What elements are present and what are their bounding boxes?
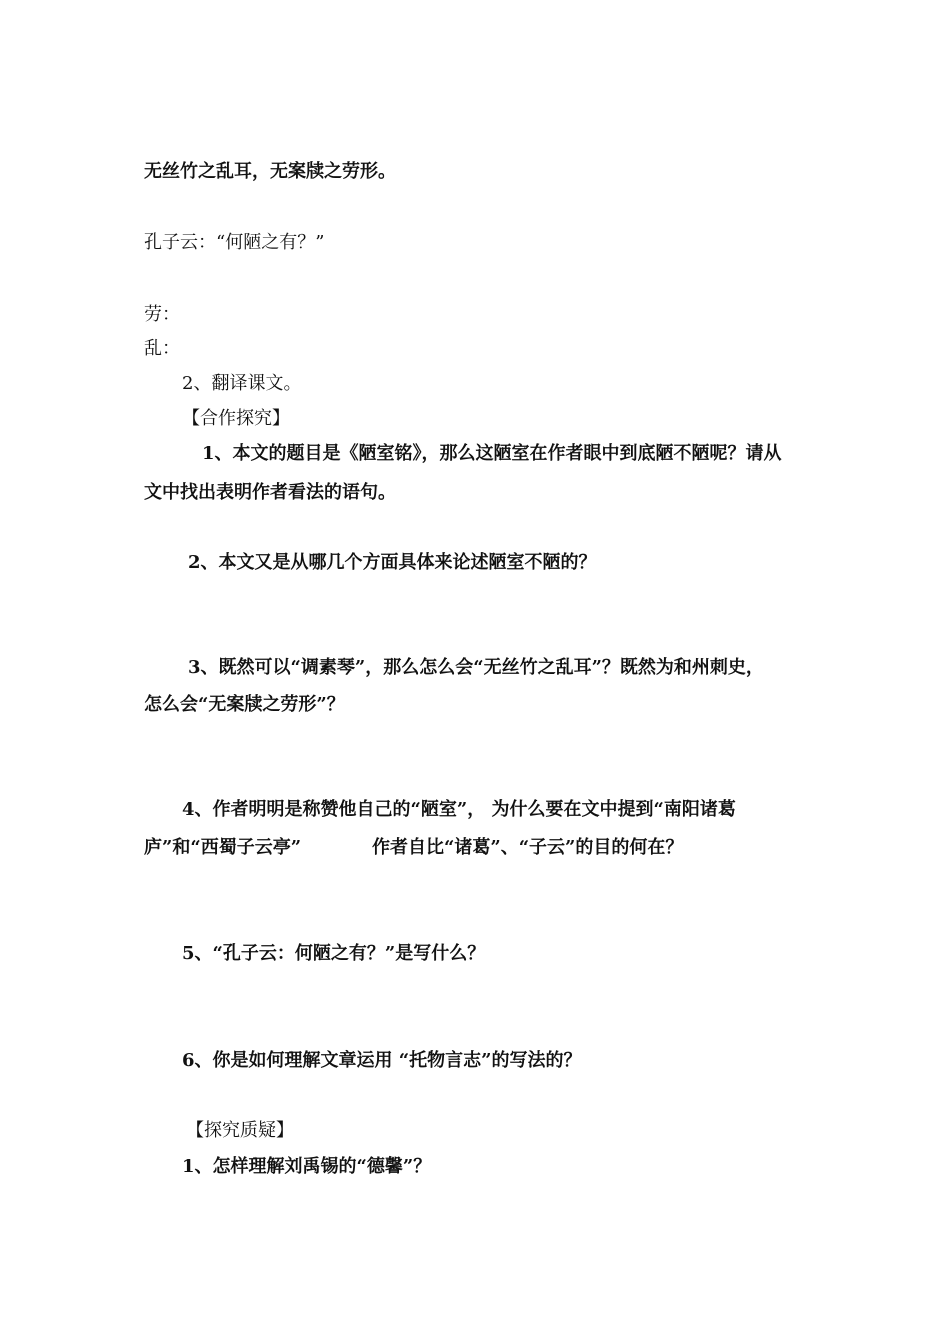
text-line: 乱： — [144, 338, 180, 359]
question-2: 2、本文又是从哪几个方面具体来论述陋室不陋的？ — [188, 552, 597, 573]
question-1: 1、本文的题目是《陋室铭》，那么这陋室在作者眼中到底陋不陋呢？请从 — [202, 443, 782, 464]
text-line: 无丝竹之乱耳，无案牍之劳形。 — [144, 161, 396, 182]
question-6: 6、你是如何理解文章运用 “托物言志”的写法的？ — [182, 1050, 582, 1071]
text-line: 2、翻译课文。 — [182, 373, 302, 394]
question-4-cont: 庐”和“西蜀子云亭” — [144, 837, 302, 858]
question-5: 5、“孔子云：何陋之有？”是写什么？ — [182, 943, 486, 964]
explore-question-1: 1、怎样理解刘禹锡的“德馨”？ — [182, 1156, 432, 1177]
section-heading: 【合作探究】 — [182, 408, 290, 429]
question-1-cont: 文中找出表明作者看法的语句。 — [144, 482, 396, 503]
text-line: 劳： — [144, 304, 180, 325]
text-line: 孔子云：“何陋之有？” — [144, 232, 325, 253]
question-4-cont-2: 作者自比“诸葛”、“子云”的目的何在？ — [372, 837, 684, 858]
section-heading: 【探究质疑】 — [186, 1120, 294, 1141]
question-3-cont: 怎么会“无案牍之劳形”？ — [144, 694, 345, 715]
question-4: 4、作者明明是称赞他自己的“陋室”， 为什么要在文中提到“南阳诸葛 — [182, 799, 736, 820]
question-3: 3、既然可以“调素琴”，那么怎么会“无丝竹之乱耳”？既然为和州刺史， — [188, 657, 764, 678]
